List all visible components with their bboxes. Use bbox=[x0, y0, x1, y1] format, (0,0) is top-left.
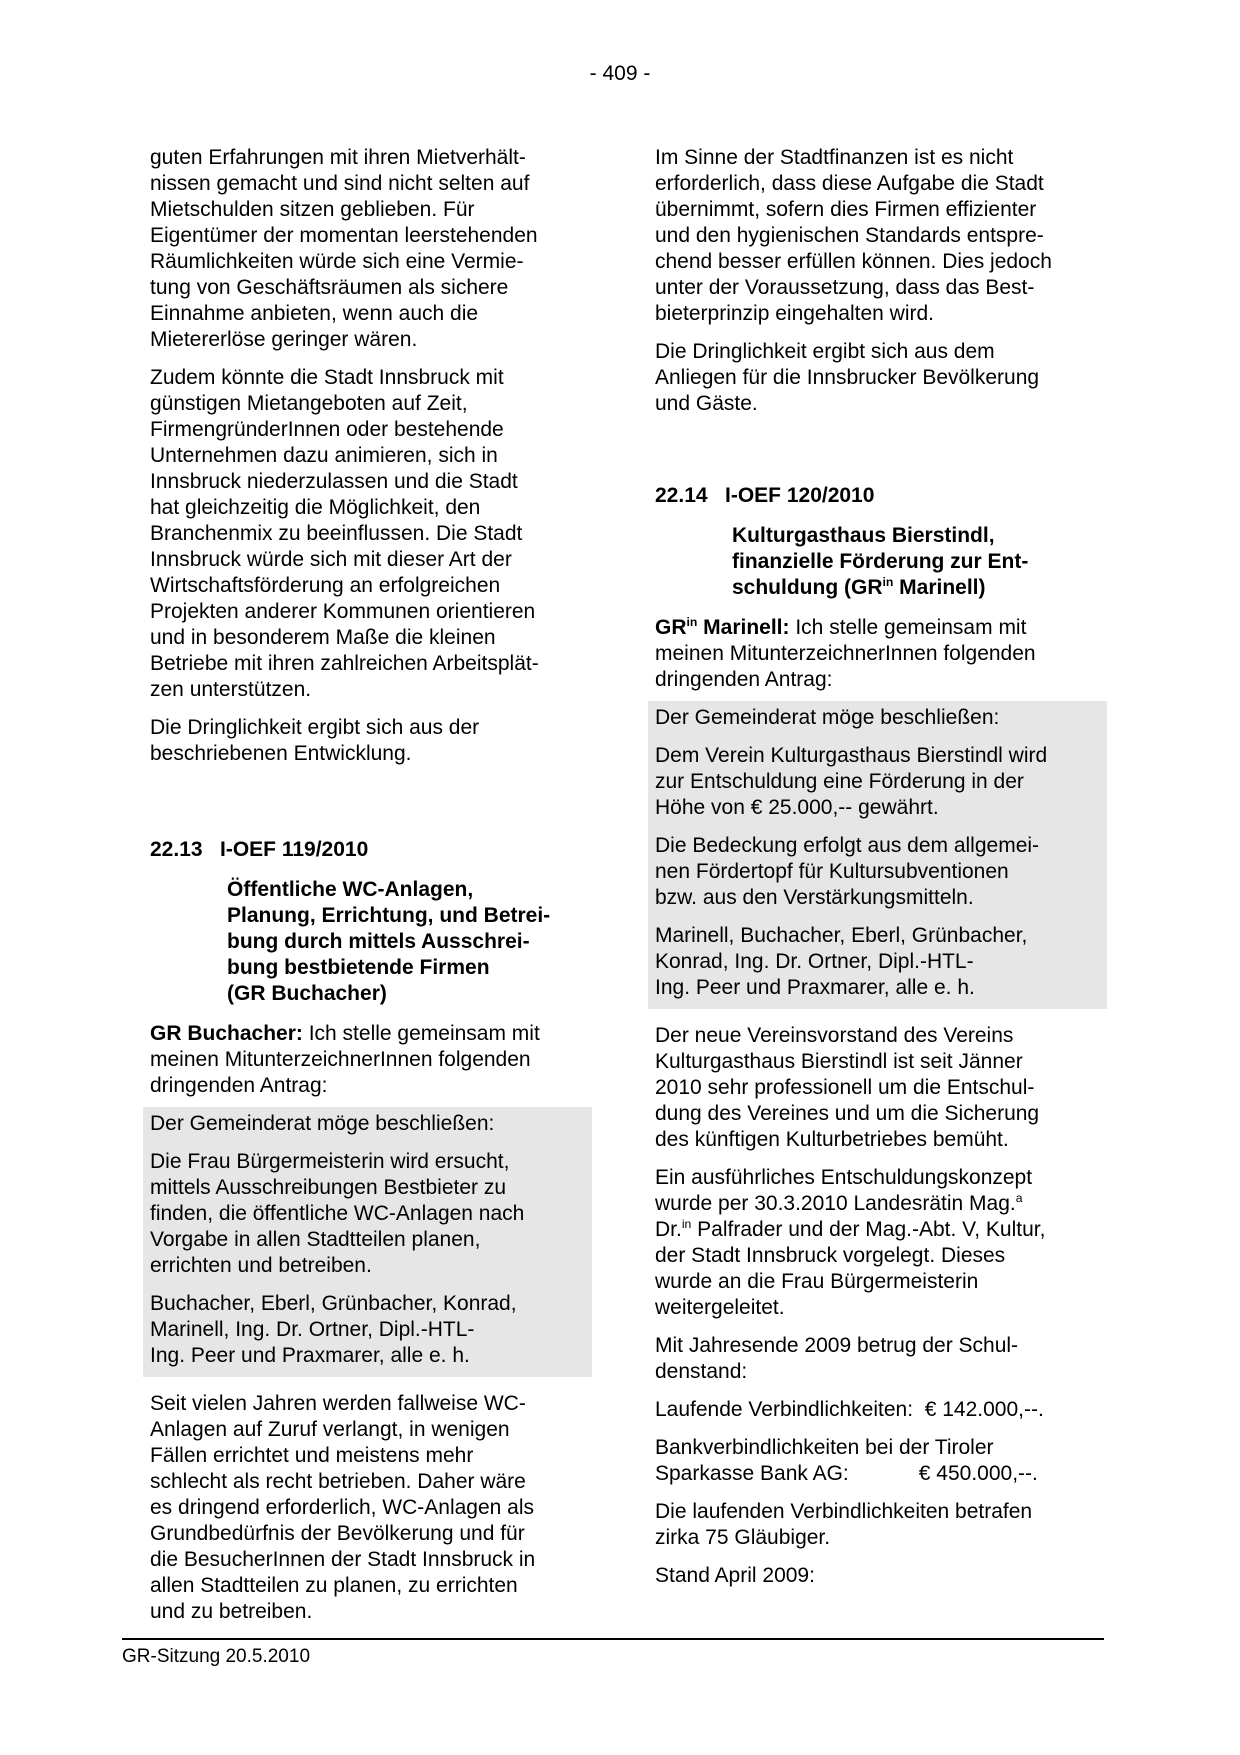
paragraph: Im Sinne der Stadtfinanzen ist es nicht erforderlich, dass diese Aufgabe die Stadt übernimmt, sofern dies Firmen effizienter und den hygienischen Standards entspre- chend besser erfüllen können. Dies jedoch unter der Voraussetzung, dass das Best- bieterprinzip eingehalten wird. bbox=[655, 146, 1052, 325]
motion-text: Die Frau Bürgermeisterin wird ersucht, mittels Ausschreibungen Bestbieter zu finden, die öffentliche WC-Anlagen nach Vorgabe in allen Stadtteilen planen, errichten und betreiben. bbox=[150, 1150, 525, 1277]
motion-highlight-block bbox=[143, 1107, 592, 1377]
section-title: Kulturgasthaus Bierstindl, finanzielle Förderung zur Ent- schuldung ($GR^{in}$ Marinell) bbox=[732, 524, 1029, 599]
paragraph: Die Dringlichkeit ergibt sich aus der beschriebenen Entwicklung. bbox=[150, 716, 480, 765]
section-title: Öffentliche WC-Anlagen, Planung, Errichtung, und Betrei- bung durch mittels Ausschrei- bung bestbietende Firmen (GR Buchacher) bbox=[227, 878, 551, 1005]
section-number: 22.14 bbox=[655, 484, 708, 507]
section-number: 22.13 bbox=[150, 838, 203, 861]
footer-text: GR-Sitzung 20.5.2010 bbox=[122, 1646, 311, 1667]
motion-signatories: Marinell, Buchacher, Eberl, Grünbacher, Konrad, Ing. Dr. Ortner, Dipl.-HTL- Ing. Peer und Praxmarer, alle e. h. bbox=[655, 924, 1028, 999]
paragraph: Stand April 2009: bbox=[655, 1564, 815, 1587]
column-left bbox=[150, 145, 592, 1625]
motion-signatories: Buchacher, Eberl, Grünbacher, Konrad, Marinell, Ing. Dr. Ortner, Dipl.-HTL- Ing. Peer und Praxmarer, alle e. h. bbox=[150, 1292, 517, 1367]
paragraph: Mit Jahresende 2009 betrug der Schul- denstand: bbox=[655, 1334, 1019, 1383]
motion-lead-in: Der Gemeinderat möge beschließen: bbox=[655, 706, 1000, 729]
speaker-paragraph: $GR^{in}$ Marinell: Ich stelle gemeinsam mit meinen MitunterzeichnerInnen folgenden dringenden Antrag: bbox=[655, 615, 1036, 691]
page-footer bbox=[122, 1638, 1104, 1668]
speaker-paragraph: GR Buchacher: Ich stelle gemeinsam mit meinen MitunterzeichnerInnen folgenden dringenden Antrag: bbox=[150, 1022, 540, 1097]
column-right bbox=[655, 145, 1107, 1589]
paragraph: Ein ausführliches Entschuldungskonzept wurde per 30.3.2010 Landesrätin Mag.$^a$ Dr.$^{in}$ Palfrader und der Mag.-Abt. V, Kultur, der Stadt Innsbruck vorgelegt. Dieses wurde an die Frau Bürgermeisterin weitergeleitet. bbox=[655, 1166, 1046, 1319]
motion-text: Die Bedeckung erfolgt aus dem allgemei- nen Fördertopf für Kultursubventionen bzw. aus den Verstärkungsmitteln. bbox=[655, 834, 1040, 909]
motion-lead-in: Der Gemeinderat möge beschließen: bbox=[150, 1112, 495, 1135]
motion-text: Dem Verein Kulturgasthaus Bierstindl wird zur Entschuldung eine Förderung in der Höhe von € 25.000,-- gewährt. bbox=[655, 744, 1048, 819]
section-heading bbox=[150, 837, 592, 863]
paragraph: Der neue Vereinsvorstand des Vereins Kulturgasthaus Bierstindl ist seit Jänner 2010 sehr professionell um die Entschul- dung des Vereines und um die Sicherung des künftigen Kulturbetriebes bemüht. bbox=[655, 1024, 1040, 1151]
paragraph: Die Dringlichkeit ergibt sich aus dem Anliegen für die Innsbrucker Bevölkerung und Gäste. bbox=[655, 340, 1040, 415]
liability-line: Laufende Verbindlichkeiten: € 142.000,--. bbox=[655, 1398, 1044, 1421]
paragraph: guten Erfahrungen mit ihren Mietverhält- nissen gemacht und sind nicht selten auf Mietschulden sitzen geblieben. Für Eigentümer der momentan leerstehenden Räumlichkeiten würde sich eine Vermie- tung von Geschäftsräumen als sichere Einnahme anbieten, wenn auch die Mietererlöse geringer wären. bbox=[150, 146, 538, 351]
liability-line: Bankverbindlichkeiten bei der Tiroler Sparkasse Bank AG: € 450.000,--. bbox=[655, 1436, 1038, 1485]
section-code: I-OEF 120/2010 bbox=[725, 484, 875, 507]
section-heading bbox=[655, 483, 1107, 509]
motion-highlight-block bbox=[648, 701, 1107, 1009]
page-number: - 409 - bbox=[589, 62, 651, 85]
paragraph: Seit vielen Jahren werden fallweise WC- Anlagen auf Zuruf verlangt, in wenigen Fällen errichtet und meistens mehr schlecht als recht betrieben. Daher wäre es dringend erforderlich, WC-Anlagen als Grundbedürfnis der Bevölkerung und für die BesucherInnen der Stadt Innsbruck in allen Stadtteilen zu planen, zu errichten und zu betreiben. bbox=[150, 1392, 536, 1623]
paragraph: Die laufenden Verbindlichkeiten betrafen zirka 75 Gläubiger. bbox=[655, 1500, 1033, 1549]
section-code: I-OEF 119/2010 bbox=[220, 838, 369, 861]
paragraph: Zudem könnte die Stadt Innsbruck mit günstigen Mietangeboten auf Zeit, FirmengründerInnen oder bestehende Unternehmen dazu animieren, sich in Innsbruck niederzulassen und die Stadt hat gleichzeitig die Möglichkeit, den Branchenmix zu beeinflussen. Die Stadt Innsbruck würde sich mit dieser Art der Wirtschaftsförderung an erfolgreichen Projekten anderer Kommunen orientieren und in besonderem Maße die kleinen Betriebe mit ihren zahlreichen Arbeitsplät- zen unterstützen. bbox=[150, 366, 539, 701]
